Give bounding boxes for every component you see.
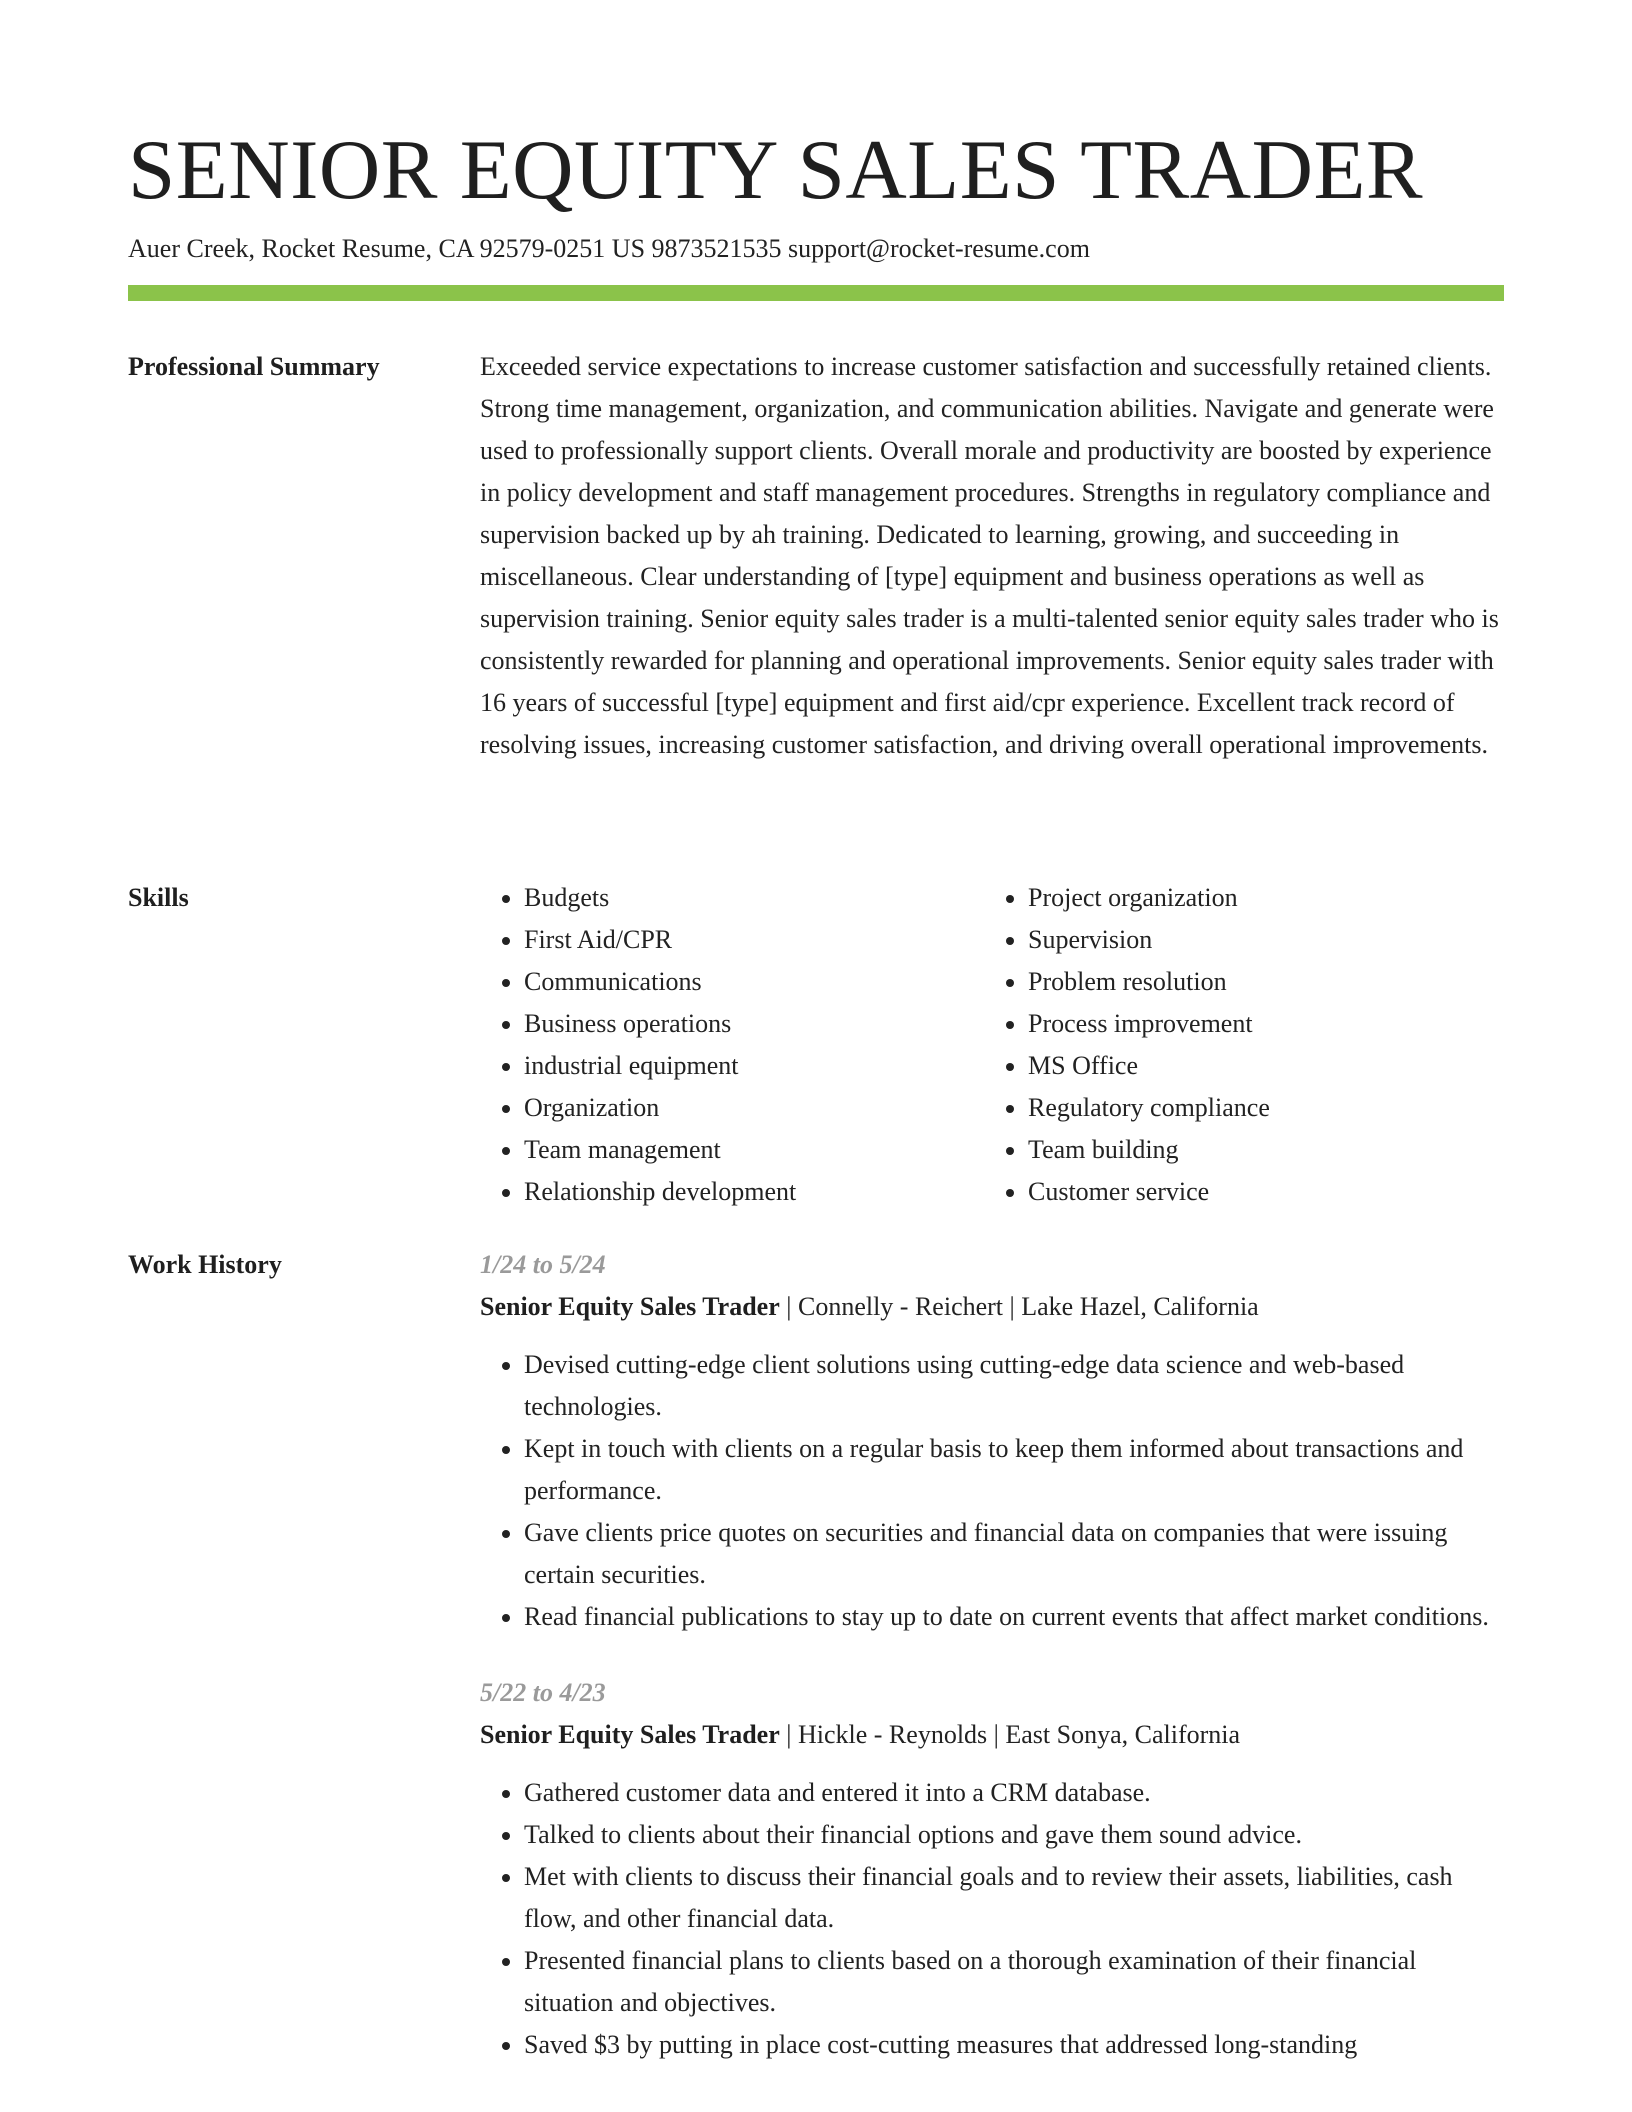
job-bullet: • Devised cutting-edge client solutions using cutting-edge data science and web-based technologies. — [524, 1344, 1504, 1428]
job-bullet: • Gathered customer data and entered it into a CRM database. — [524, 1772, 1504, 1814]
job-entry — [480, 1672, 1504, 2066]
summary-body — [480, 346, 1504, 766]
job-bullet-list — [480, 1772, 1504, 2066]
job-bullet: • Saved $3 by putting in place cost-cutting measures that addressed long-standing — [524, 2024, 1504, 2066]
resume-title: SENIOR EQUITY SALES TRADER — [128, 123, 1424, 217]
job-title: Senior Equity Sales Trader — [480, 1720, 780, 1749]
skill-item: • Regulatory compliance — [1028, 1087, 1488, 1129]
skill-item: • Customer service — [1028, 1171, 1488, 1213]
skill-item: • MS Office — [1028, 1045, 1488, 1087]
job-dates: 1/24 to 5/24 — [480, 1250, 606, 1279]
skill-item: • Supervision — [1028, 919, 1488, 961]
job-employer-location: | Hickle - Reynolds | East Sonya, California — [779, 1720, 1241, 1749]
job-title: Senior Equity Sales Trader — [480, 1292, 780, 1321]
skills-list-left — [480, 877, 984, 1213]
skill-item: • Team building — [1028, 1129, 1488, 1171]
job-heading — [480, 1714, 1504, 1756]
accent-divider — [128, 285, 1504, 301]
job-bullet: • Kept in touch with clients on a regular basis to keep them informed about transactions and performance. — [524, 1428, 1504, 1512]
skill-item: • Business operations — [524, 1003, 984, 1045]
job-bullet: • Met with clients to discuss their financial goals and to review their assets, liabilities, cash flow, and other financial data. — [524, 1856, 1504, 1940]
skill-item: • Communications — [524, 961, 984, 1003]
skill-item: • Problem resolution — [1028, 961, 1488, 1003]
skills-body — [480, 877, 1504, 1213]
work-history-heading: Work History — [128, 1250, 282, 1279]
skill-item: • Budgets — [524, 877, 984, 919]
skills-heading: Skills — [128, 883, 189, 912]
skill-item: • First Aid/CPR — [524, 919, 984, 961]
job-bullet: • Read financial publications to stay up to date on current events that affect market conditions. — [524, 1596, 1504, 1638]
job-heading — [480, 1286, 1504, 1328]
contact-line: Auer Creek, Rocket Resume, CA 92579-0251 US 9873521535 support@rocket-resume.com — [128, 234, 1090, 263]
skill-item: • Relationship development — [524, 1171, 984, 1213]
skill-item: • industrial equipment — [524, 1045, 984, 1087]
skills-columns — [480, 877, 1504, 1213]
summary-heading: Professional Summary — [128, 352, 380, 381]
job-dates: 5/22 to 4/23 — [480, 1678, 606, 1707]
job-bullet: • Talked to clients about their financial options and gave them sound advice. — [524, 1814, 1504, 1856]
skill-item: • Team management — [524, 1129, 984, 1171]
job-employer-location: | Connelly - Reichert | Lake Hazel, California — [779, 1292, 1259, 1321]
job-entry — [480, 1244, 1504, 1638]
summary-text: Exceeded service expectations to increase customer satisfaction and successfully retained clients. Strong time management, organization, and communication abilities. Navigate and generate were used to professionally support clients. Overall morale and productivity are boosted by experience in policy development and staff management procedures. Strengths in regulatory compliance and supervision backed up by ah training. Dedicated to learning, growing, and succeeding in miscellaneous. Clear understanding of [type] equipment and business operations as well as supervision training. Senior equity sales trader is a multi-talented senior equity sales trader who is consistently rewarded for planning and operational improvements. Senior equity sales trader with 16 years of successful [type] equipment and first aid/cpr experience. Excellent track record of resolving issues, increasing customer satisfaction, and driving overall operational improvements. — [480, 352, 1499, 759]
skills-list-right — [984, 877, 1488, 1213]
job-bullet-list — [480, 1344, 1504, 1638]
work-history-body — [480, 1244, 1504, 2100]
job-bullet: • Gave clients price quotes on securities and financial data on companies that were issuing certain securities. — [524, 1512, 1504, 1596]
job-bullet: • Presented financial plans to clients based on a thorough examination of their financial situation and objectives. — [524, 1940, 1504, 2024]
skill-item: • Project organization — [1028, 877, 1488, 919]
skill-item: • Process improvement — [1028, 1003, 1488, 1045]
skill-item: • Organization — [524, 1087, 984, 1129]
